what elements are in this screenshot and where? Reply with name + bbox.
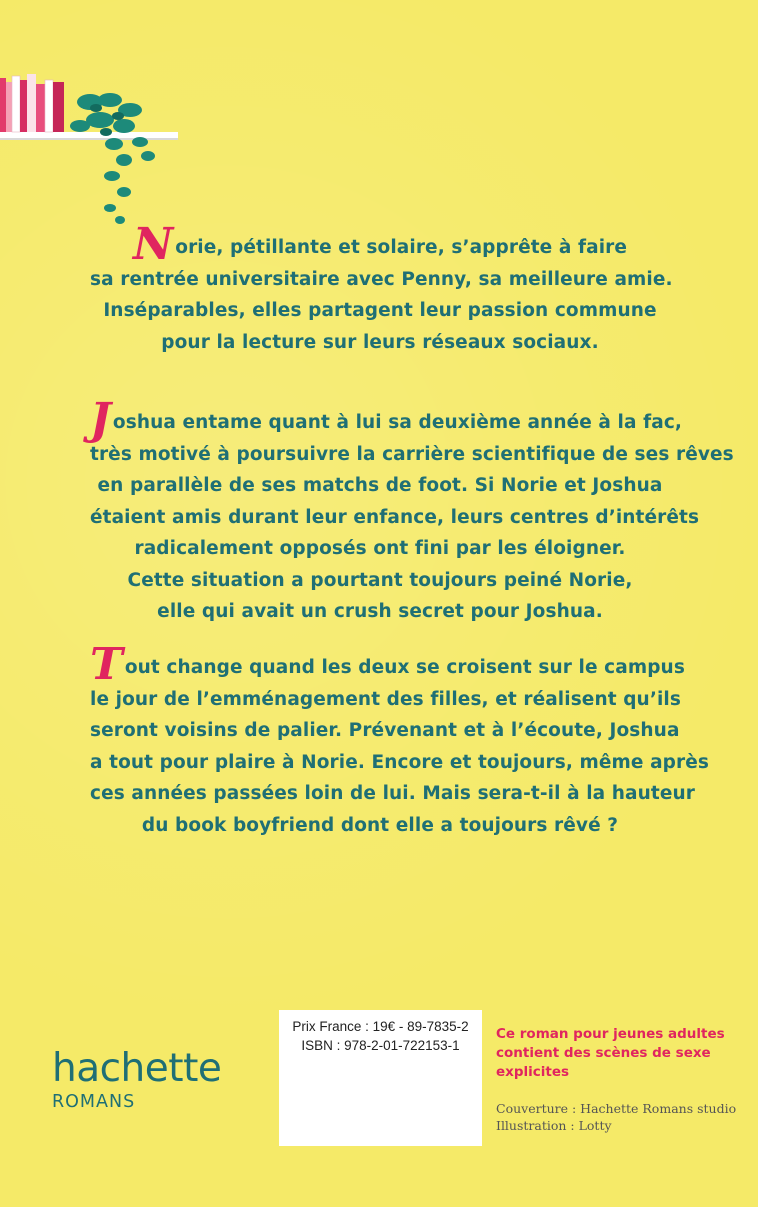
blurb-paragraph-1 xyxy=(90,219,673,358)
plant-icon xyxy=(70,93,155,224)
drop-cap: N xyxy=(132,219,174,270)
blurb-paragraph-3 xyxy=(90,639,710,841)
book-icon xyxy=(45,80,53,132)
credits xyxy=(496,1100,756,1134)
illustration-credit: Illustration : Lotty xyxy=(496,1118,612,1133)
drop-cap: T xyxy=(90,639,123,690)
blurb-line: Joshua entame quant à lui sa deuxième année à la fac, xyxy=(90,394,683,445)
blurb-line: Norie, pétillante et solaire, s’apprête à faire xyxy=(132,219,628,270)
blurb-line: seront voisins de palier. Prévenant et à l’écoute, Joshua xyxy=(90,720,680,741)
book-icon xyxy=(36,84,45,132)
publisher-brand: hachette xyxy=(52,1046,222,1091)
book-icon xyxy=(53,82,64,132)
book-icon xyxy=(20,80,27,132)
price-line: Prix France : 19€ - 89-7835-2 xyxy=(292,1019,469,1034)
barcode-box xyxy=(279,1010,482,1146)
blurb-line: très motivé à poursuivre la carrière scientifique de ses rêves xyxy=(90,443,734,465)
warning-line: contient des scènes de sexe xyxy=(496,1045,711,1061)
blurb-line: ces années passées loin de lui. Mais sera-t-il à la hauteur xyxy=(90,783,695,804)
blurb-line: Tout change quand les deux se croisent sur le campus xyxy=(90,639,685,690)
warning-line: Ce roman pour jeunes adultes xyxy=(496,1026,725,1042)
book-icon xyxy=(6,82,12,132)
blurb-line: pour la lecture sur leurs réseaux sociaux. xyxy=(161,331,599,353)
blurb-line: elle qui avait un crush secret pour Joshua. xyxy=(157,601,603,622)
book-icon xyxy=(0,78,6,132)
publisher-imprint: ROMANS xyxy=(52,1092,136,1112)
blurb-line: le jour de l’emménagement des filles, et réalisent qu’ils xyxy=(90,688,681,710)
book-icon xyxy=(27,74,36,132)
content-warning xyxy=(496,1025,746,1082)
warning-line: explicites xyxy=(496,1064,570,1080)
blurb-line: a tout pour plaire à Norie. Encore et toujours, même après xyxy=(90,751,710,773)
isbn-line: ISBN : 978-2-01-722153-1 xyxy=(301,1038,460,1053)
blurb-line: Inséparables, elles partagent leur passion commune xyxy=(103,300,657,321)
shelf xyxy=(0,132,178,138)
publisher-logo xyxy=(52,1048,221,1112)
blurb-line: sa rentrée universitaire avec Penny, sa meilleure amie. xyxy=(90,268,673,290)
book-icon xyxy=(12,76,20,132)
cover-credit: Couverture : Hachette Romans studio xyxy=(496,1101,737,1116)
blurb-paragraph-2 xyxy=(90,394,734,628)
blurb-line: en parallèle de ses matchs de foot. Si Norie et Joshua xyxy=(97,475,663,496)
blurb-line: radicalement opposés ont fini par les éloigner. xyxy=(134,538,626,559)
blurb-line: étaient amis durant leur enfance, leurs centres d’intérêts xyxy=(90,506,700,528)
blurb-line: Cette situation a pourtant toujours peiné Norie, xyxy=(127,569,633,591)
drop-cap: J xyxy=(90,394,111,445)
blurb-line: du book boyfriend dont elle a toujours rêvé ? xyxy=(141,814,619,836)
